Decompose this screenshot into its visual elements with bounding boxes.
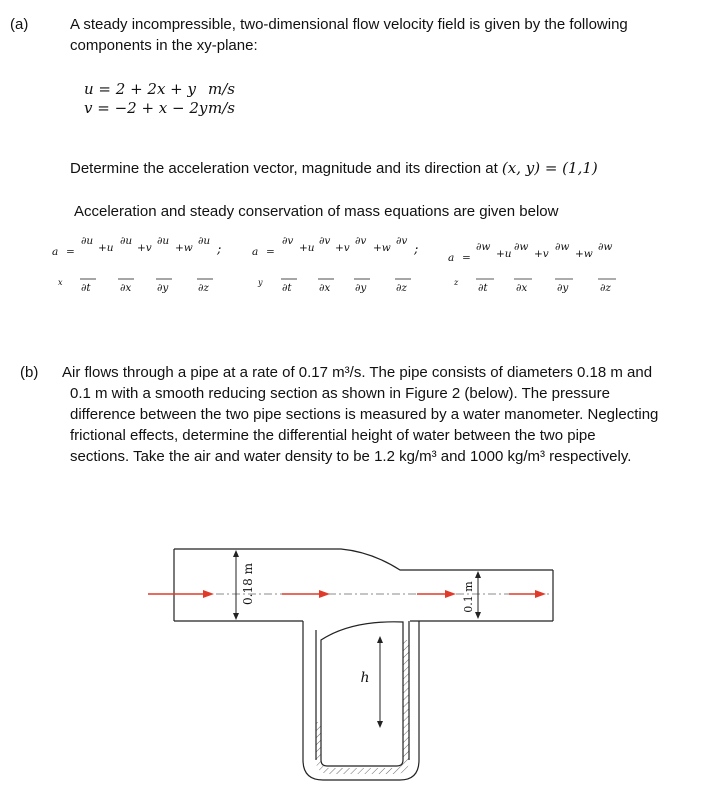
ay-num4: ∂v — [396, 235, 408, 247]
az-den3: ∂y — [557, 282, 569, 294]
part-b-line5: sections. Take the air and water density to be 1.2 kg/m³ and 1000 kg/m³ respectively. — [70, 448, 632, 465]
ay-sub: y — [258, 278, 263, 287]
ay-a: a — [252, 246, 259, 258]
az-eq: = — [462, 252, 471, 264]
manometer-right-hatch — [403, 640, 409, 760]
ay-num3: ∂v — [355, 235, 367, 247]
az-num4: ∂w — [598, 241, 613, 253]
height-dimension — [377, 636, 383, 728]
part-b-label: (b) — [20, 364, 39, 381]
manometer-left-hatch — [316, 722, 321, 760]
az-p1: +u — [496, 248, 512, 260]
az-den1: ∂t — [478, 282, 488, 294]
part-a-intro-line2: components in the xy-plane: — [70, 37, 258, 54]
ax-p2: +v — [137, 242, 152, 254]
az-num3: ∂w — [555, 241, 570, 253]
given-equations-line: Acceleration and steady conservation of mass equations are given below — [74, 203, 559, 220]
ay-den4: ∂z — [396, 282, 407, 294]
part-a-intro-line1: A steady incompressible, two-dimensional flow velocity field is given by the following — [70, 16, 628, 33]
equation-v: v = −2 + x − 2y — [84, 99, 208, 117]
az-sub: z — [454, 278, 459, 287]
ax-eq: = — [66, 246, 75, 258]
equation-u-unit: m/s — [208, 80, 235, 98]
az-den2: ∂x — [516, 282, 528, 294]
ay-den2: ∂x — [319, 282, 331, 294]
ay-p3: +w — [373, 242, 391, 254]
az-num2: ∂w — [514, 241, 529, 253]
ay-eq: = — [266, 246, 275, 258]
ax-den2: ∂x — [120, 282, 132, 294]
az-p3: +w — [575, 248, 593, 260]
part-b-line3: difference between the two pipe sections is measured by a water manometer. Neglecting — [70, 406, 659, 423]
ax-p3: +w — [175, 242, 193, 254]
ay-p1: +u — [299, 242, 315, 254]
ax-den4: ∂z — [198, 282, 209, 294]
part-b-line1: Air flows through a pipe at a rate of 0.17 m³/s. The pipe consists of diameters 0.18 m and — [62, 364, 653, 381]
height-label: h — [360, 670, 370, 686]
ax-sub: x — [58, 278, 63, 287]
small-diameter-dimension — [475, 571, 481, 619]
ay-num1: ∂v — [282, 235, 294, 247]
ax-a: a — [52, 246, 59, 258]
big-diameter-label: 0.18 m — [241, 563, 255, 605]
az-p2: +v — [534, 248, 549, 260]
equation-v-unit: m/s — [208, 99, 235, 117]
ax-num1: ∂u — [81, 235, 94, 247]
ax-den3: ∂y — [157, 282, 169, 294]
part-b-line2: 0.1 m with a smooth reducing section as shown in Figure 2 (below). The pressure — [70, 385, 610, 402]
ax-num2: ∂u — [120, 235, 133, 247]
ay-den3: ∂y — [355, 282, 367, 294]
az-a: a — [448, 252, 455, 264]
question-sentence: Determine the acceleration vector, magnitude and its direction at — [70, 160, 498, 177]
ax-p1: +u — [98, 242, 114, 254]
big-diameter-dimension — [233, 550, 239, 620]
ay-den1: ∂t — [282, 282, 292, 294]
ax-end: ; — [217, 242, 222, 257]
manometer-bottom-hatch — [316, 760, 409, 774]
question-point: (x, y) = (1,1) — [501, 159, 598, 177]
ay-num2: ∂v — [319, 235, 331, 247]
ax-num4: ∂u — [198, 235, 211, 247]
part-b-line4: frictional effects, determine the differential height of water between the two pipe — [70, 427, 596, 444]
ay-end: ; — [414, 242, 419, 257]
ax-num3: ∂u — [157, 235, 170, 247]
pipe-outline — [174, 549, 553, 780]
ax-den1: ∂t — [81, 282, 91, 294]
equation-u: u = 2 + 2x + y — [84, 80, 196, 98]
az-num1: ∂w — [476, 241, 491, 253]
az-den4: ∂z — [600, 282, 611, 294]
small-diameter-label: 0.1 m — [462, 581, 475, 613]
ay-p2: +v — [335, 242, 350, 254]
part-a-label: (a) — [10, 16, 29, 33]
